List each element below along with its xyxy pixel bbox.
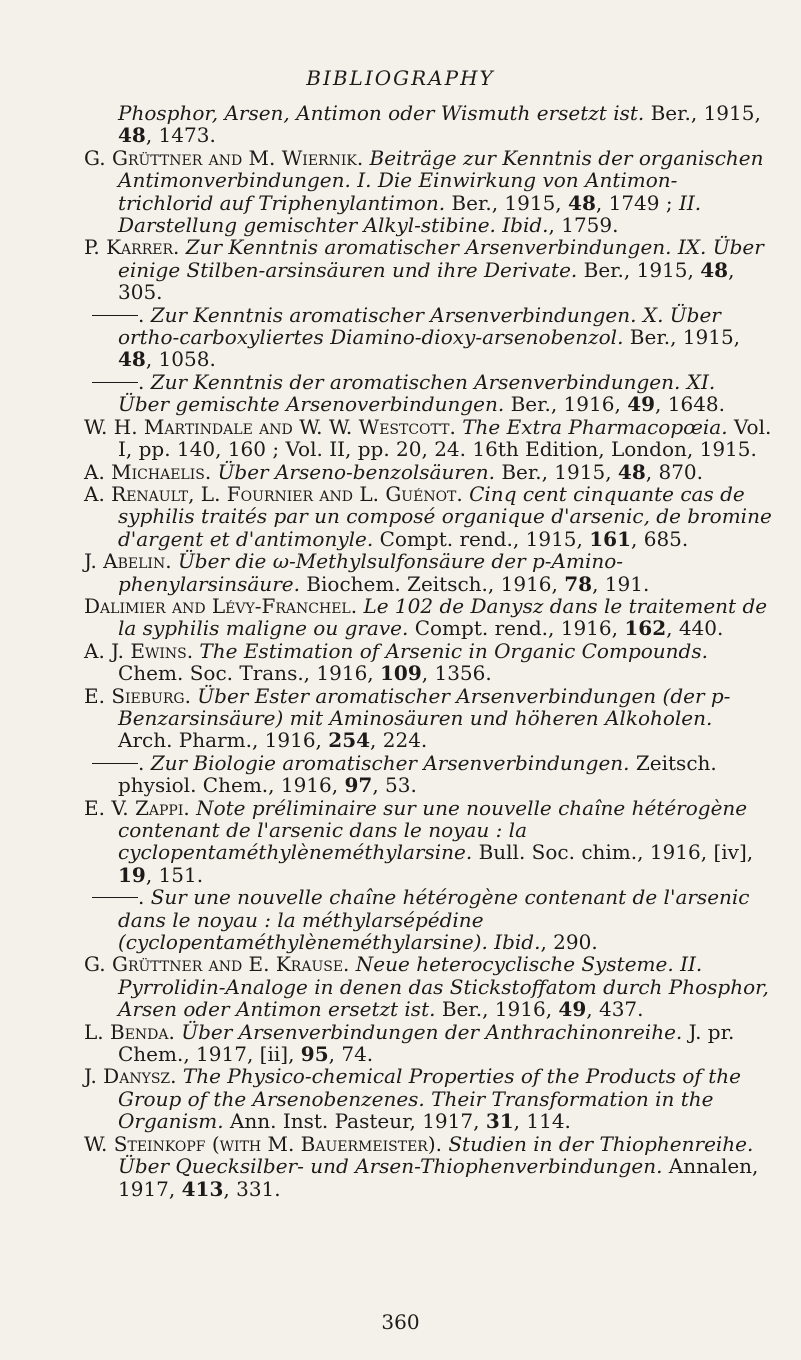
ditto-dash xyxy=(92,315,138,316)
entry-source: Vol. I, pp. 140, 160 ; Vol. II, pp. 20, 24. 16th Edition, London, 1915. xyxy=(118,414,772,462)
entry-volume: 413 xyxy=(181,1176,224,1201)
entry-author: W. H. Martindale and W. W. Westcott. xyxy=(84,414,456,439)
entry-author: P. Karrer. xyxy=(84,235,180,260)
entry-author: Dalimier and Lévy-Franchel. xyxy=(84,593,358,618)
bibliography-entry xyxy=(84,685,772,752)
entry-pages: , 1356. xyxy=(421,661,492,686)
entry-volume: 97 xyxy=(344,773,373,798)
entry-volume: 49 xyxy=(558,997,587,1022)
entry-title: Note préliminaire sur une nouvelle chaîne hétérogène contenant de l'arsenic dans le noyau : la cyclopentaméthylèneméthylarsine. xyxy=(118,795,748,865)
entry-source: J. pr. Chem., 1917, [ii], xyxy=(118,1019,735,1067)
entry-pages: , 1749 ; xyxy=(595,190,679,215)
entry-volume: 109 xyxy=(380,661,422,686)
entry-pages: , 305. xyxy=(118,257,735,305)
entry-title: Zur Biologie aromatischer Arsenverbindungen. xyxy=(150,750,630,775)
entry-pages: , 53. xyxy=(372,773,417,798)
entry-source: Compt. rend., 1915, xyxy=(373,526,590,551)
entry-volume: 48 xyxy=(118,347,146,372)
entry-volume: 48 xyxy=(118,123,146,148)
entry-source: Ber., 1915, xyxy=(623,325,741,350)
entry-title: Le 102 de Danysz dans le traitement de la syphilis maligne ou grave. xyxy=(118,593,768,641)
ditto-dash xyxy=(92,382,138,383)
entry-volume: 78 xyxy=(564,571,593,596)
bibliography-entry xyxy=(84,102,772,147)
entry-pages: , 224. xyxy=(370,728,428,753)
bibliography-entry xyxy=(84,461,772,483)
bibliography-entry: . Sur une nouvelle chaîne hétérogène contenant de l'arsenic dans le noyau : la méthylarsépédine (cyclopentaméthylèneméthylarsine). Ibid., 290. xyxy=(84,886,772,953)
entry-source: Annalen, 1917, xyxy=(118,1154,759,1201)
page-number: 360 xyxy=(381,1310,420,1334)
entry-source: Arch. Pharm., 1916, xyxy=(118,728,329,753)
entry-pages: , 685. xyxy=(631,526,689,551)
entry-volume: 31 xyxy=(485,1109,514,1134)
ditto-dash xyxy=(92,897,138,898)
entry-source: Ber., 1915, xyxy=(494,459,618,484)
entry-volume: 19 xyxy=(118,862,146,887)
entry-pages: , 331. xyxy=(223,1176,281,1201)
entry-title: Zur Kenntnis aromatischer Arsenverbindungen. X. Über ortho-carboxyliertes Diamino-dioxy-arsenobenzol. xyxy=(118,302,721,350)
entry-volume: 48 xyxy=(617,459,646,484)
entry-source: Chem. Soc. Trans., 1916, xyxy=(118,661,381,686)
reference-list xyxy=(84,102,772,1200)
entry-title: Sur une nouvelle chaîne hétérogène contenant de l'arsenic dans le noyau : la méthylarsépédine (cyclopentaméthylèneméthylarsine). Ibid. xyxy=(118,885,750,955)
entry-volume: 48 xyxy=(700,257,729,282)
entry-title: Über Arsenverbindungen der Anthrachinonreihe. xyxy=(181,1019,683,1044)
bibliography-entry xyxy=(84,1021,772,1066)
entry-author: W. Steinkopf (with M. Bauermeister). xyxy=(84,1131,442,1156)
entry-title: Zur Kenntnis aromatischer Arsenverbindungen. IX. Über einige Stilben-arsinsäuren und ihre Derivate. xyxy=(118,235,764,282)
bibliography-entry xyxy=(84,1065,772,1132)
entry-pages: , 1473. xyxy=(145,123,216,148)
entry-source: Ber., 1915, xyxy=(644,101,761,125)
entry-title-2: II. Darstellung gemischter Alkyl-stibine. Ibid. xyxy=(118,190,702,238)
entry-title: The Estimation of Arsenic in Organic Compounds. xyxy=(199,638,708,663)
entry-pages: , 440. xyxy=(666,616,724,641)
entry-source: Biochem. Zeitsch., 1916, xyxy=(299,571,565,596)
entry-source: Ann. Inst. Pasteur, 1917, xyxy=(223,1109,486,1134)
entry-pages: , 1058. xyxy=(145,347,216,372)
bibliography-entry: . Zur Kenntnis aromatischer Arsenverbindungen. X. Über ortho-carboxyliertes Diamino-dioxy-arsenobenzol. Ber., 1915, 48, 1058. xyxy=(84,304,772,371)
entry-author: E. Sieburg. xyxy=(84,683,191,708)
entry-source: , 290. xyxy=(540,930,598,955)
entry-source: Ber., 1916, xyxy=(435,997,559,1022)
entry-title: Neue heterocyclische Systeme. II. Pyrrolidin-Analoge in denen das Stickstoffatom durch Phosphor, Arsen oder Antimon ersetzt ist. xyxy=(118,952,769,1022)
entry-author: J. Danysz. xyxy=(84,1064,177,1089)
bibliography-entry xyxy=(84,550,772,595)
entry-pages-2: , 1759. xyxy=(548,213,619,238)
entry-volume: 49 xyxy=(627,392,656,417)
entry-source: Zeitsch. physiol. Chem., 1916, xyxy=(118,750,717,798)
entry-author: G. Grüttner and M. Wiernik. xyxy=(84,145,364,170)
bibliography-entry xyxy=(84,595,772,640)
bibliography-entry xyxy=(84,483,772,550)
entry-volume: 95 xyxy=(300,1042,329,1067)
entry-pages: , 191. xyxy=(592,571,650,596)
entry-author: G. Grüttner and E. Krause. xyxy=(84,952,350,977)
bibliography-entry xyxy=(84,640,772,685)
entry-source: Compt. rend., 1916, xyxy=(408,616,625,641)
entry-pages: , 74. xyxy=(328,1042,374,1067)
bibliography-entry xyxy=(84,797,772,887)
entry-title: Phosphor, Arsen, Antimon oder Wismuth ersetzt ist. xyxy=(118,101,645,125)
bibliography-entry xyxy=(84,236,772,303)
entry-pages: , 114. xyxy=(513,1109,571,1134)
bibliography-entry xyxy=(84,147,772,237)
entry-source: Ber., 1915, xyxy=(577,257,701,282)
entry-title: Über Arseno-benzolsäuren. xyxy=(217,459,495,484)
entry-title: Beiträge zur Kenntnis der organischen Antimonverbindungen. I. Die Einwirkung von Antimon-trichlorid auf Triphenylantimon. xyxy=(118,145,764,215)
entry-pages: , 870. xyxy=(645,459,704,484)
entry-title: Zur Kenntnis der aromatischen Arsenverbindungen. XI. Über gemischte Arsenoverbindungen. xyxy=(118,369,716,417)
entry-volume: 48 xyxy=(568,190,596,215)
bibliography-entry xyxy=(84,416,772,461)
entry-author: J. Abelin. xyxy=(84,549,172,574)
bibliography-entry xyxy=(84,1133,772,1200)
running-header: BIBLIOGRAPHY xyxy=(306,66,495,90)
entry-source: Bull. Soc. chim., 1916, [iv], xyxy=(472,840,754,865)
entry-title: Studien in der Thiophenreihe. Über Quecksilber- und Arsen-Thiophenverbindungen. xyxy=(118,1131,754,1179)
entry-author: A. Michaelis. xyxy=(84,459,212,484)
entry-volume: 162 xyxy=(624,616,667,641)
bibliography-entry xyxy=(84,953,772,1020)
entry-title: Cinq cent cinquante cas de syphilis traités par un composé organique d'arsenic, de bromine d'argent et d'antimonyle. xyxy=(118,481,772,551)
entry-author: A. Renault, L. Fournier and L. Guénot. xyxy=(84,481,463,506)
entry-author: A. J. Ewins. xyxy=(84,638,194,663)
entry-volume: 161 xyxy=(589,526,631,551)
entry-pages: , 437. xyxy=(586,997,644,1022)
entry-volume: 254 xyxy=(328,728,371,753)
bibliography-entry: . Zur Kenntnis der aromatischen Arsenverbindungen. XI. Über gemischte Arsenoverbindungen. Ber., 1916, 49, 1648. xyxy=(84,371,772,416)
entry-title: The Physico-chemical Properties of the Products of the Group of the Arsenobenzenes. Their Transformation in the Organism. xyxy=(118,1064,741,1134)
entry-title: Über die ω-Methylsulfonsäure der p-Amino-phenylarsinsäure. xyxy=(118,549,624,596)
entry-author: E. V. Zappi. xyxy=(84,795,190,820)
entry-author: L. Benda. xyxy=(84,1019,175,1044)
entry-title: The Extra Pharmacopœia. xyxy=(462,414,728,439)
ditto-dash xyxy=(92,763,138,764)
entry-source: Ber., 1916, xyxy=(504,392,628,417)
entry-pages: , 151. xyxy=(145,862,204,887)
entry-pages: , 1648. xyxy=(655,392,726,417)
entry-title: Über Ester aromatischer Arsenverbindungen (der p-Benzarsinsäure) mit Aminosäuren und höheren Alkoholen. xyxy=(118,683,731,730)
entry-source: Ber., 1915, xyxy=(445,190,569,215)
bibliography-entry: . Zur Biologie aromatischer Arsenverbindungen. Zeitsch. physiol. Chem., 1916, 97, 53. xyxy=(84,752,772,797)
